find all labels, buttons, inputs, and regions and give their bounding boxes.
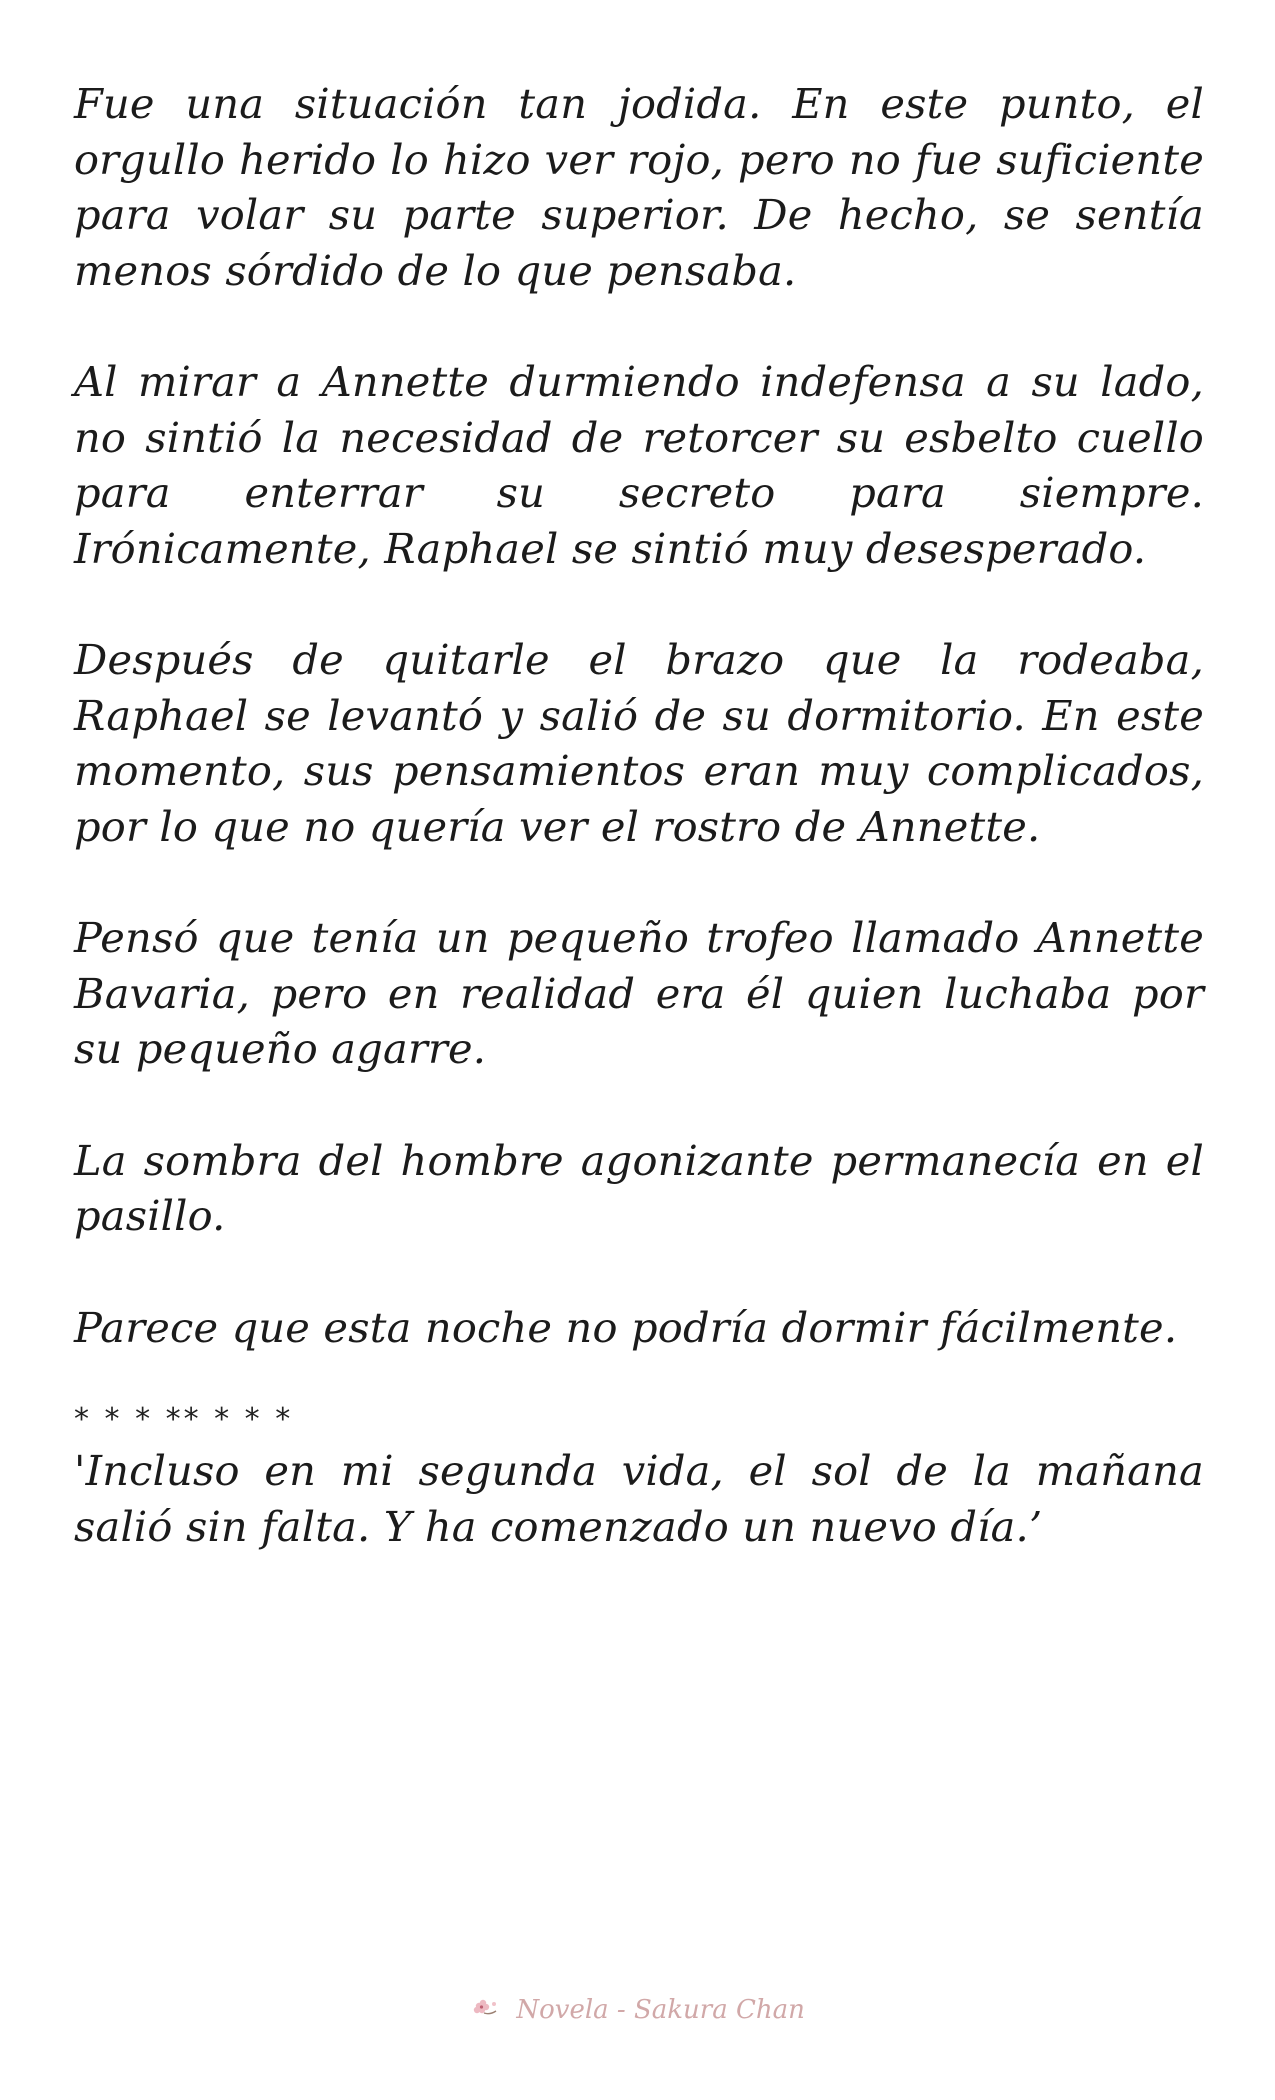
watermark-text: Novela - Sakura Chan: [516, 1995, 805, 2025]
paragraph-1: Fue una situación tan jodida. En este punto, el orgullo herido lo hizo ver rojo, pero no fue suficiente para volar su parte superior. De hecho, se sentía menos sórdido de lo que pensaba.: [74, 79, 1204, 295]
paragraph-5: La sombra del hombre agonizante permanecía en el pasillo.: [74, 1135, 1204, 1240]
paragraph-4: Pensó que tenía un pequeño trofeo llamado Annette Bavaria, pero en realidad era él quien luchaba por su pequeño agarre.: [74, 913, 1204, 1073]
closing-paragraph: 'Incluso en mi segunda vida, el sol de la mañana salió sin falta. Y ha comenzado un nuevo día.’: [74, 1446, 1204, 1551]
chapter-text: [74, 76, 1204, 1554]
paragraph-3: Después de quitarle el brazo que la rodeaba, Raphael se levantó y salió de su dormitorio. En este momento, sus pensamientos eran muy complicados, por lo que no quería ver el rostro de Annette.: [74, 635, 1204, 851]
paragraph-2: Al mirar a Annette durmiendo indefensa a su lado, no sintió la necesidad de retorcer su esbelto cuello para enterrar su secreto para siempre. Irónicamente, Raphael se sintió muy desesperado.: [74, 357, 1204, 573]
paragraph-6: Parece que esta noche no podría dormir fácilmente.: [74, 1302, 1178, 1352]
scene-separator: * * * ** * * *: [74, 1402, 294, 1437]
sakura-flower-icon: [470, 1997, 502, 2025]
watermark: [0, 1995, 1275, 2025]
